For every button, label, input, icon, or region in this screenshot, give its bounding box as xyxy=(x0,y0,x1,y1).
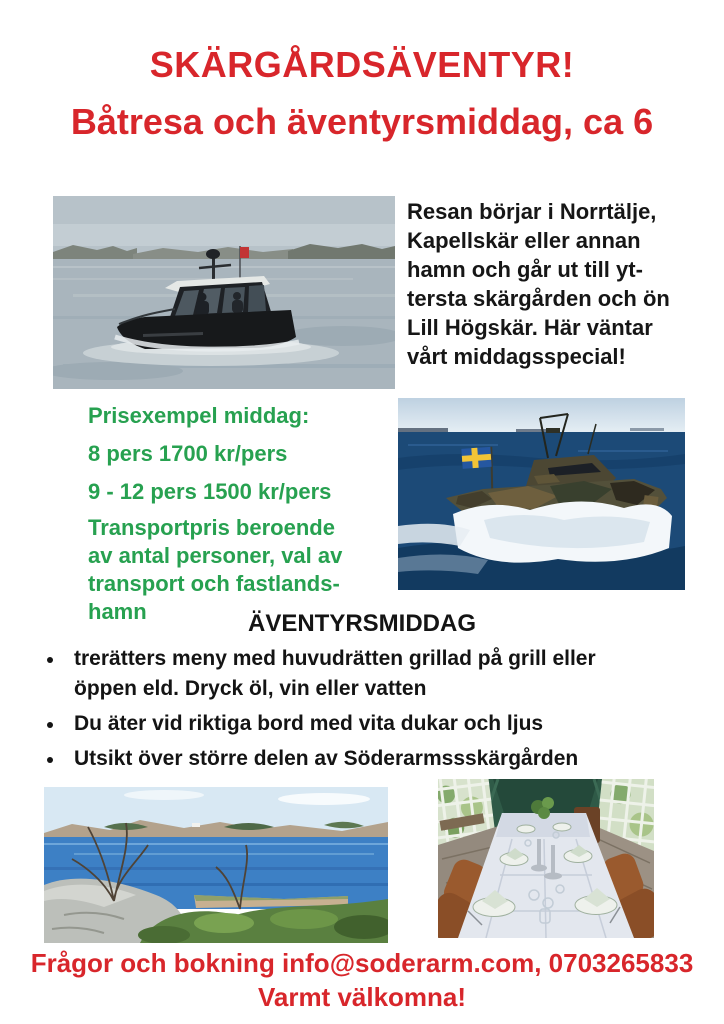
page-subtitle: Båtresa och äventyrsmiddag, ca 6 xyxy=(70,101,654,142)
pricing-note-line: hamn xyxy=(88,599,147,624)
intro-line: Kapellskär eller annan xyxy=(407,228,641,253)
pricing-block xyxy=(88,402,342,626)
archipelago-illustration xyxy=(44,787,388,943)
bullet-line: Utsikt över större delen av Söderarmssskärgården xyxy=(74,747,579,770)
bullet-line: Du äter vid riktiga bord med vita dukar och ljus xyxy=(74,712,544,735)
pricing-note-line: transport och fastlands- xyxy=(88,571,340,596)
intro-line: hamn och går ut till yt- xyxy=(407,257,643,282)
pricing-heading: Prisexempel middag: xyxy=(88,403,310,428)
intro-line: Resan börjar i Norrtälje, xyxy=(407,199,657,224)
military-boat-illustration xyxy=(398,398,685,590)
pricing-note-line: Transportpris beroende xyxy=(88,515,335,540)
dinner-table-illustration xyxy=(438,779,654,938)
bullet-dot xyxy=(47,657,53,663)
intro-line: Lill Högskär. Här väntar xyxy=(407,315,653,340)
intro-line: vårt middagsspecial! xyxy=(407,344,626,369)
bullet-item-view xyxy=(38,744,698,774)
bullet-item-tables xyxy=(38,709,698,739)
footer-welcome: Varmt välkomna! xyxy=(257,982,467,1012)
bullet-line: öppen eld. Dryck öl, vin eller vatten xyxy=(74,677,427,700)
page-title: SKÄRGÅRDSÄVENTYR! xyxy=(149,44,575,85)
photo-taxi-boat xyxy=(53,196,395,389)
footer-contact: Frågor och bokning info@soderarm.com, 0703265833 xyxy=(30,948,694,978)
photo-dinner-table xyxy=(438,779,654,938)
intro-paragraph xyxy=(407,197,670,371)
photo-archipelago-view xyxy=(44,787,388,943)
bullet-line: trerätters meny med huvudrätten grillad på grill eller xyxy=(74,647,596,670)
pricing-note-line: av antal personer, val av xyxy=(88,543,343,568)
bullet-dot xyxy=(47,757,53,763)
bullet-item-menu xyxy=(38,644,698,704)
bullet-dot xyxy=(47,722,53,728)
dinner-bullets xyxy=(38,644,698,779)
photo-military-boat xyxy=(398,398,685,590)
pricing-line-2: 9 - 12 pers 1500 kr/pers xyxy=(88,479,332,504)
intro-line: tersta skärgården och ön xyxy=(407,286,670,311)
dinner-heading: ÄVENTYRSMIDDAG xyxy=(247,610,476,637)
taxi-boat-illustration xyxy=(53,196,395,389)
pricing-line-1: 8 pers 1700 kr/pers xyxy=(88,441,288,466)
